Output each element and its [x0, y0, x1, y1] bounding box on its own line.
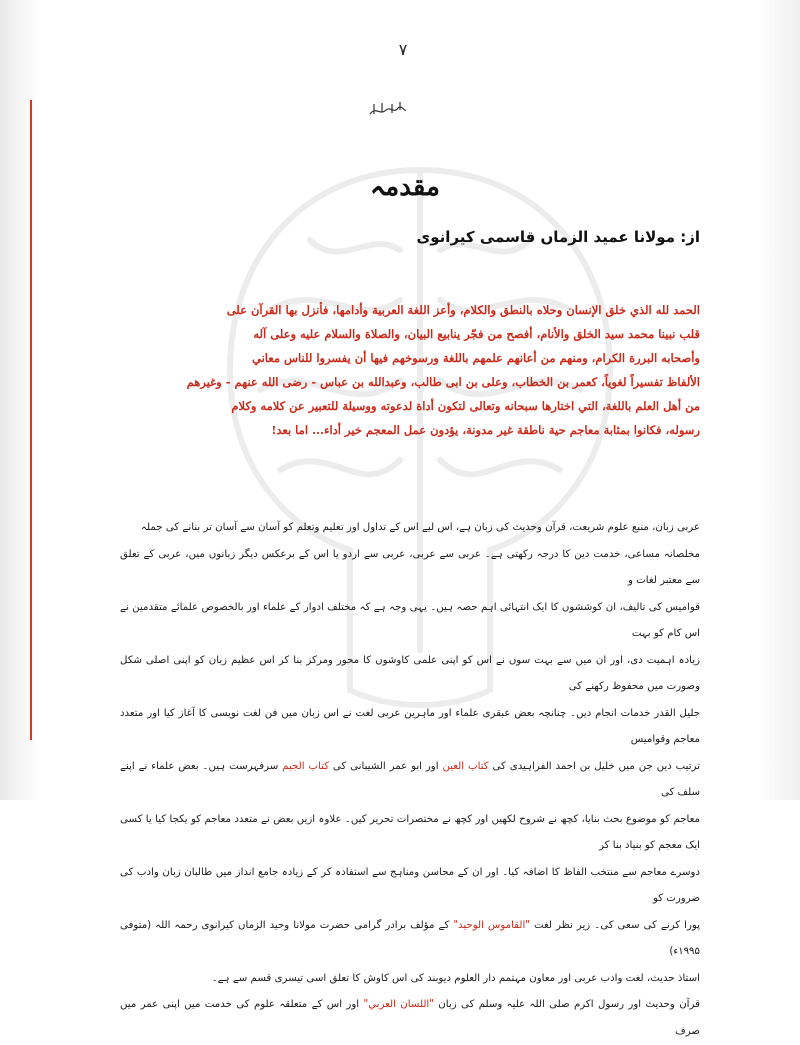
urdu-line [120, 913, 700, 966]
page-title: مقدمہ [370, 172, 440, 202]
term-al-lisan-al-arabi: "اللسان العربي" [363, 999, 434, 1010]
text-run: پورا کرنے کی سعی کی۔ زیر نظر لغت [529, 919, 700, 931]
text-run: سرفہرست ہیں۔ بعض علماء نے اپنے سلف کی [120, 760, 700, 798]
urdu-line [120, 992, 700, 1045]
urdu-line [120, 701, 700, 754]
arabic-introduction [120, 298, 700, 442]
text-run: جلیل القدر خدمات انجام دیں۔ چنانچہ بعض عبقری علماء اور ماہرین عربی لغت نے اس زبان میں فن لغت نویسی کا آغاز کیا اور متعدد معاجم وقوامیس [120, 707, 700, 745]
text-run: ترتیب دیں جن میں خلیل بن احمد الفراہیدی کی [488, 760, 701, 772]
document-page [120, 30, 701, 1037]
arabic-line: وأصحابه البررة الكرام، ومنهم من أعانهم علمهم باللغة ورسوخهم فيها أن يفسروا للناس معاني [252, 351, 700, 365]
author-line: از: مولانا عمید الزماں قاسمی کیرانوی [416, 228, 700, 246]
margin-rule [30, 100, 32, 740]
arabic-line: قلب نبينا محمد سيد الخلق والأنام، أفصح من فجّر ينابيع البيان، والصلاة والسلام عليه وعلى آله [253, 327, 700, 341]
urdu-line [120, 754, 700, 807]
text-run: دوسرے معاجم سے منتخب الفاظ کا اضافہ کیا۔ اور ان کے محاسن ومناہج سے استفادہ کر کے زیادہ جامع انداز میں طالبان زبان وادب کی ضرورت کو [120, 866, 700, 904]
urdu-line [120, 966, 700, 993]
arabic-line: رسوله، فكانوا بمثابة معاجم حية ناطقة غير مدونة، يؤدون عمل المعجم خير أداء... اما بعد! [271, 423, 700, 437]
text-run: کے مؤلف برادر گرامی حضرت مولانا وحید الزماں کیرانوی رحمہ اللہ (متوفی ۱۹۹۵ء) [120, 919, 700, 957]
urdu-body [120, 515, 700, 1045]
urdu-line [120, 542, 700, 595]
text-run: مخلصانہ مساعی، خدمت دین کا درجہ رکھتی ہے۔ عربی سے عربی، عربی سے اردو یا اس کے برعکس دیگر زبانوں میں، عربی کے تعلق سے معتبر لغات و [120, 548, 700, 586]
urdu-line [120, 860, 700, 913]
text-run: اور اس کے متعلقہ علوم کی خدمت میں اپنی عمر میں صرف [120, 999, 700, 1037]
text-run: اور ابو عمر الشیبانی کی [329, 760, 443, 772]
text-run: استاذ حدیث، لغت وادب عربی اور معاون مہتمم دار العلوم دیوبند کی اس کاوش کا تعلق اسی تیسری قسم سے ہے۔ [211, 972, 700, 984]
text-run: قرآن وحدیث اور رسول اکرم صلی اللہ علیہ وسلم کی زبان [433, 999, 701, 1010]
book-title-al-qamoos-al-waheed: "القاموس الوحید" [453, 919, 530, 931]
arabic-line: الألفاظ تفسيراً لغوياً، كعمر بن الخطاب، وعلى بن ابى طالب، وعبدالله بن عباس - رضى الله عنهم - وغيرهم [186, 375, 700, 389]
text-run: زیادہ اہمیت دی، اور ان میں سے بہت سوں نے اس کو اپنی علمی کاوشوں کا محور ومرکز بنا کر اس عظیم زبان کو اپنی اصلی شکل وصورت میں محفوظ رکھنے کی [120, 654, 700, 692]
bismillah-calligraphy-icon [368, 100, 408, 120]
arabic-line: الحمد لله الذي خلق الإنسان وحلاه بالنطق والكلام، وأعز اللغة العربية وأدامها، فأنزل بها القرآن على [226, 303, 700, 317]
arabic-line: من أهل العلم باللغة، التي اختارها سبحانه وتعالى لتكون أداة لدعوته ووسيلة للتعبير عن كلامه وكلام [231, 399, 700, 413]
urdu-line [120, 807, 700, 860]
urdu-line [120, 515, 700, 542]
book-title-kitab-al-jim: کتاب الجیم [282, 760, 330, 772]
text-run: معاجم کو موضوع بحث بنایا، کچھ نے شروح لکھیں اور کچھ نے مختصرات تحریر کیں۔ علاوہ ازیں بعض نے متعدد معاجم کو یکجا کیا یا کسی ایک معجم کو بنیاد بنا کر [120, 813, 700, 851]
urdu-line [120, 595, 700, 648]
book-title-kitab-al-ain: کتاب العین [442, 760, 489, 772]
page-number: ۷ [398, 40, 408, 59]
text-run: قوامیس کی تالیف، ان کوششوں کا ایک انتہائی اہم حصہ ہیں۔ یہی وجہ ہے کہ مختلف ادوار کے علماء اور بالخصوص علمائے متقدمین نے اس کام کو بہت [120, 601, 700, 639]
text-run: عربی زبان، منبع علوم شریعت، قرآن وحدیث کی زبان ہے، اس لیے اس کے تداول اور تعلیم وتعلم کو آسان سے آسان تر بنانے کی جملہ [141, 522, 700, 533]
urdu-line [120, 648, 700, 701]
